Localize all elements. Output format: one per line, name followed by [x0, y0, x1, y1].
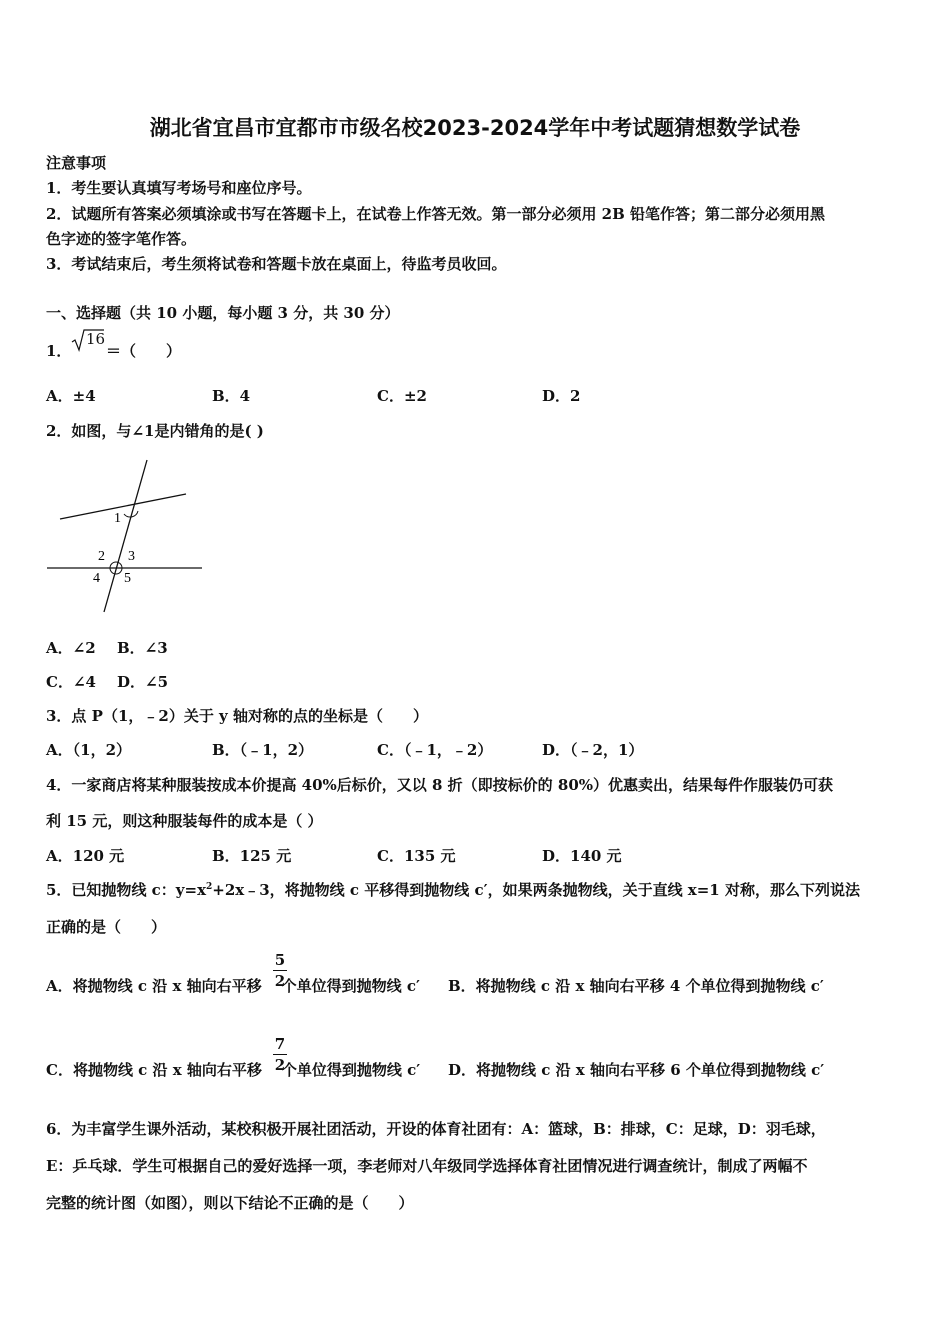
q4-option-d: D．140 元 [542, 847, 622, 865]
q1-option-c: C．±2 [377, 387, 427, 405]
q5-option-a-post: 个单位得到抛物线 c′ [281, 977, 420, 995]
notice-item-2-cont: 色字迹的签字笔作答。 [46, 230, 197, 248]
q5-exponent: 2 [206, 882, 213, 892]
q5-option-a-pre: A．将抛物线 c 沿 x 轴向右平移 [46, 977, 262, 995]
q3-option-c: C．（﹣1，﹣2） [377, 741, 493, 759]
q2-option-d: D．∠5 [117, 673, 169, 691]
fraction-5-2 [273, 951, 287, 990]
q4-stem-line2: 利 15 元，则这种服装每件的成本是（ ） [46, 812, 323, 830]
fraction-7-2 [273, 1035, 287, 1074]
q5-stem-line2: 正确的是（ ） [46, 918, 167, 936]
notice-item-1: 1．考生要认真填写考场号和座位序号。 [46, 179, 312, 197]
q4-stem-line1: 4．一家商店将某种服装按成本价提高 40%后标价，又以 8 折（即按标价的 80%）优惠卖出，结果每件作服装仍可获 [46, 776, 834, 794]
q1-stem-tail: ＝（ ） [106, 342, 182, 360]
section-heading: 一、选择题（共 10 小题，每小题 3 分，共 30 分） [46, 304, 400, 322]
q1-option-a: A．±4 [46, 387, 96, 405]
q5-option-c [46, 1059, 420, 1080]
q5-option-a [46, 975, 420, 996]
q6-stem-line1: 6．为丰富学生课外活动，某校积极开展社团活动，开设的体育社团有：A：篮球，B：排球，C：足球，D：羽毛球， [46, 1120, 826, 1138]
q3-stem: 3．点 P（1，﹣2）关于 y 轴对称的点的坐标是（ ） [46, 707, 428, 725]
q5-stem-line1 [46, 879, 860, 900]
q5-stem-a: 5．已知抛物线 c：y=x [46, 881, 207, 899]
q4-option-b: B．125 元 [212, 847, 292, 865]
q3-option-d: D．（﹣2，1） [542, 741, 644, 759]
q2-option-a: A．∠2 [46, 639, 96, 657]
q3-option-b: B．（﹣1，2） [212, 741, 314, 759]
q4-option-a: A．120 元 [46, 847, 125, 865]
q4-option-c: C．135 元 [377, 847, 456, 865]
fig-label-1: 1 [114, 511, 121, 526]
frac-c-den: 2 [274, 1056, 286, 1074]
fig-label-4: 4 [93, 571, 100, 586]
q6-stem-line2: E：乒乓球．学生可根据自己的爱好选择一项，李老师对八年级同学选择体育社团情况进行调查统计，制成了两幅不 [46, 1157, 808, 1175]
q1-number: 1． [46, 342, 72, 360]
q2-stem: 2．如图，与∠1是内错角的是( ) [46, 422, 264, 440]
q1-radicand: 16 [86, 330, 106, 348]
page-title: 湖北省宜昌市宜都市市级名校2023-2024学年中考试题猜想数学试卷 [149, 116, 801, 140]
frac-c-num: 7 [274, 1035, 286, 1053]
frac-a-num: 5 [274, 951, 286, 969]
frac-a-den: 2 [274, 972, 286, 990]
notice-item-2: 2．试题所有答案必须填涂或书写在答题卡上，在试卷上作答无效。第一部分必须用 2B 铅笔作答；第二部分必须用黑 [46, 205, 826, 223]
q5-option-d: D．将抛物线 c 沿 x 轴向右平移 6 个单位得到抛物线 c′ [448, 1061, 825, 1079]
q2-option-c: C．∠4 [46, 673, 96, 691]
q2-option-b: B．∠3 [117, 639, 168, 657]
q5-option-c-pre: C．将抛物线 c 沿 x 轴向右平移 [46, 1061, 262, 1079]
fig-label-2: 2 [98, 549, 105, 564]
q5-option-b: B．将抛物线 c 沿 x 轴向右平移 4 个单位得到抛物线 c′ [448, 977, 824, 995]
fig-label-3: 3 [128, 549, 135, 564]
q5-option-c-post: 个单位得到抛物线 c′ [281, 1061, 421, 1079]
q1-option-b: B．4 [212, 387, 251, 405]
q1-option-d: D．2 [542, 387, 581, 405]
notice-item-3: 3．考试结束后，考生须将试卷和答题卡放在桌面上，待监考员收回。 [46, 255, 507, 273]
q2-figure-angles [44, 456, 206, 616]
fig-label-5: 5 [124, 571, 131, 586]
q6-stem-line3: 完整的统计图（如图），则以下结论不正确的是（ ） [46, 1194, 414, 1212]
q5-stem-b: +2x﹣3，将抛物线 c 平移得到抛物线 c′，如果两条抛物线，关于直线 x=1 对称，那么下列说法 [212, 881, 860, 899]
notice-heading: 注意事项 [46, 154, 107, 172]
q3-option-a: A．（1，2） [46, 741, 132, 759]
